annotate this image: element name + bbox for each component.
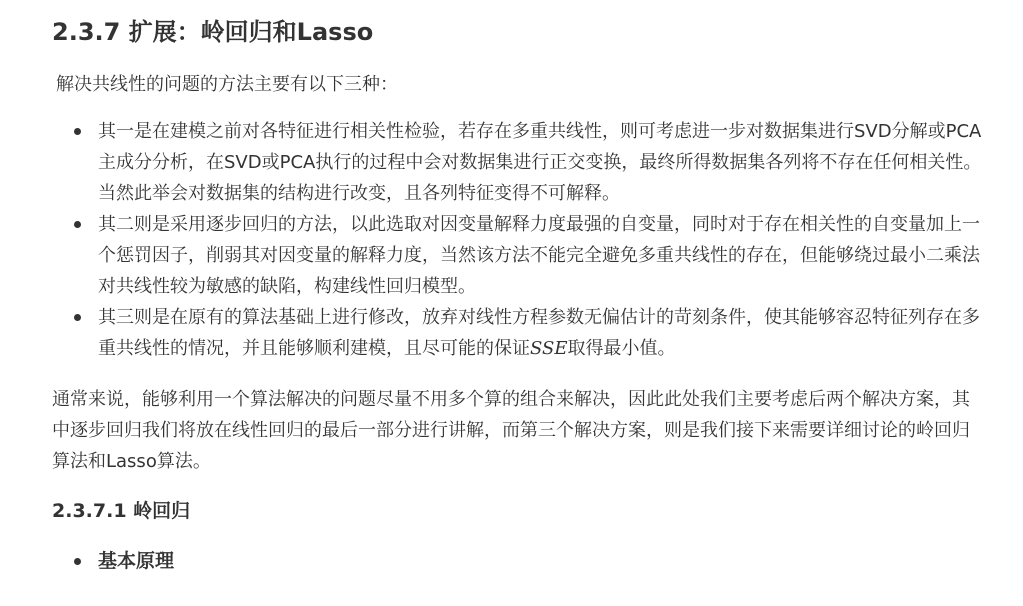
principle-label: 基本原理 — [98, 550, 175, 572]
method-text-tail: 取得最小值。 — [567, 338, 676, 359]
summary-paragraph: 通常来说，能够利用一个算法解决的问题尽量不用多个算的组合来解决，因此此处我们主要考虑后两个解决方案，其中逐步回归我们将放在线性回归的最后一部分进行讲解，而第三个解决方案，则是我们接下来需要详细讨论的岭回归算法和Lasso算法。 — [52, 389, 970, 472]
list-item — [52, 209, 982, 302]
section-heading: 2.3.7 扩展：岭回归和Lasso — [52, 18, 374, 46]
subsection-heading: 2.3.7.1 岭回归 — [52, 500, 191, 522]
bullet-icon — [74, 314, 81, 321]
bullet-icon — [74, 221, 81, 228]
method-text: 其三则是在原有的算法基础上进行修改，放弃对线性方程参数无偏估计的苛刻条件，使其能够容忍特征列存在多重共线性的情况，并且能够顺利建模，且尽可能的保证 — [98, 307, 980, 359]
methods-list — [52, 116, 982, 364]
list-item — [52, 116, 982, 209]
method-text: 其一是在建模之前对各特征进行相关性检验，若存在多重共线性，则可考虑进一步对数据集进行SVD分解或PCA主成分分析，在SVD或PCA执行的过程中会对数据集进行正交变换，最终所得数据集各列将不存在任何相关性。当然此举会对数据集的结构进行改变，且各列特征变得不可解释。 — [98, 121, 982, 204]
list-item — [52, 546, 174, 576]
bullet-icon — [74, 558, 81, 565]
bullet-icon — [74, 128, 81, 135]
math-sse: SSE — [530, 338, 568, 359]
list-item — [52, 302, 982, 364]
principle-list — [52, 546, 174, 576]
intro-paragraph: 解决共线性的问题的方法主要有以下三种： — [56, 74, 398, 95]
method-text: 其二则是采用逐步回归的方法，以此选取对因变量解释力度最强的自变量，同时对于存在相关性的自变量加上一个惩罚因子，削弱其对因变量的解释力度，当然该方法不能完全避免多重共线性的存在，但能够绕过最小二乘法对共线性较为敏感的缺陷，构建线性回归模型。 — [98, 214, 980, 297]
